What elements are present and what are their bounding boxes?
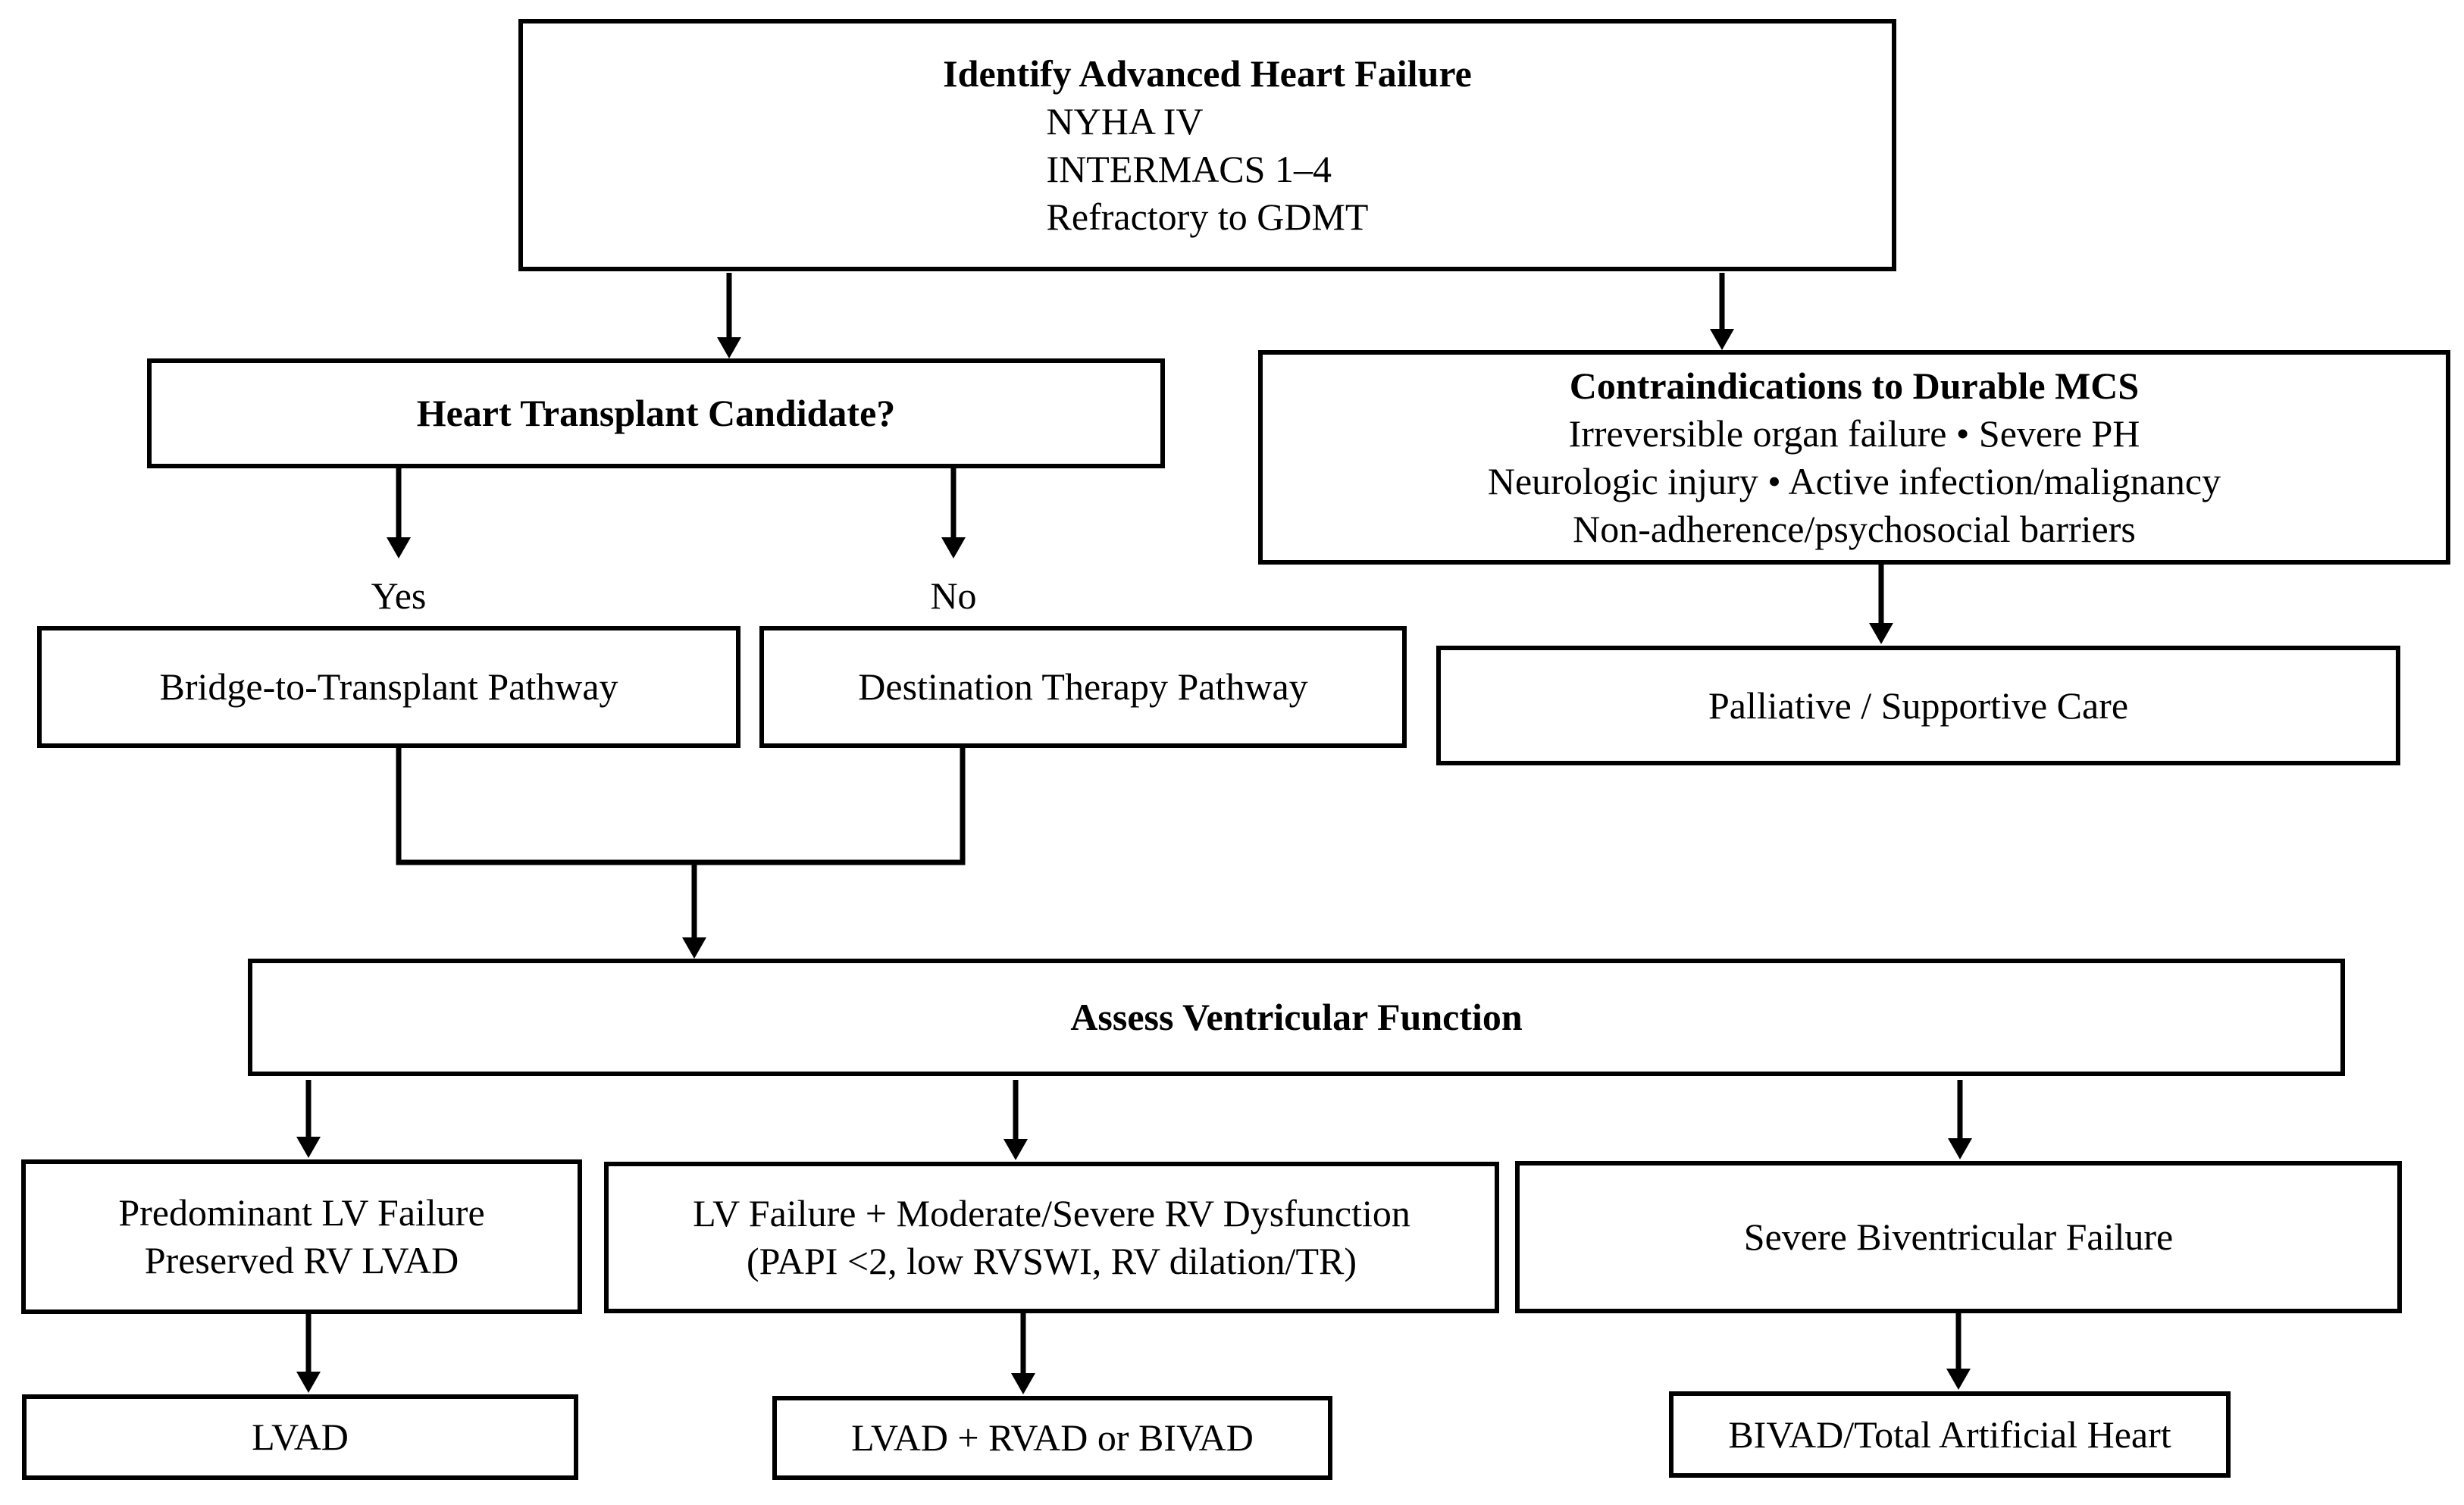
node-title: BIVAD/Total Artificial Heart — [1728, 1413, 2171, 1456]
text-line: Neurologic injury • Active infection/malignancy — [1487, 459, 2221, 502]
node-predominant-lv-failure — [21, 1159, 582, 1314]
node-heart-transplant-candidate — [147, 358, 1165, 468]
node-lvad-rvad-or-bivad — [772, 1396, 1332, 1480]
node-contraindications-durable-mcs — [1258, 350, 2450, 565]
text-line: Refractory to GDMT — [1046, 195, 1369, 238]
node-title: Palliative / Supportive Care — [1708, 684, 2129, 727]
text-line: Predominant LV Failure — [118, 1191, 485, 1234]
text-line: LV Failure + Moderate/Severe RV Dysfunction — [693, 1192, 1410, 1234]
arrow-rv-dysfunction-to-lvad-rvad — [1011, 1313, 1035, 1394]
arrow-identify-to-transplant — [717, 273, 741, 358]
arrow-transplant-to-no — [941, 468, 966, 559]
node-title: Heart Transplant Candidate? — [416, 392, 896, 434]
arrow-transplant-to-yes — [387, 468, 411, 559]
node-severe-biventricular-failure — [1515, 1161, 2402, 1313]
node-title: Destination Therapy Pathway — [858, 665, 1308, 708]
node-bivad-total-artificial-heart — [1669, 1391, 2231, 1478]
node-body — [1047, 98, 1369, 241]
node-identify-advanced-heart-failure — [518, 19, 1896, 271]
arrow-assess-to-biventricular — [1948, 1080, 1972, 1159]
merge-bracket-line — [399, 748, 963, 862]
node-title: LVAD + RVAD or BIVAD — [851, 1416, 1254, 1459]
text-line: Irreversible organ failure • Severe PH — [1568, 411, 2140, 455]
node-title: Contraindications to Durable MCS — [1569, 364, 2140, 407]
arrow-merge-to-assess — [682, 862, 706, 959]
arrow-identify-to-contraindications — [1710, 273, 1734, 350]
text-line: Non-adherence/psychosocial barriers — [1573, 507, 2136, 550]
node-palliative-supportive-care — [1436, 646, 2400, 765]
node-assess-ventricular-function — [248, 959, 2345, 1076]
node-destination-therapy-pathway — [759, 626, 1407, 748]
node-title: Assess Ventricular Function — [1070, 996, 1523, 1038]
node-title: LVAD — [252, 1416, 349, 1458]
node-bridge-to-transplant-pathway — [37, 626, 740, 748]
arrow-biventricular-to-bivad — [1946, 1313, 1971, 1390]
text-line: (PAPI <2, low RVSWI, RV dilation/TR) — [747, 1240, 1357, 1282]
text-line: NYHA IV — [1046, 99, 1204, 142]
node-title: Severe Biventricular Failure — [1743, 1216, 2174, 1258]
text-line: Preserved RV LVAD — [144, 1239, 459, 1281]
node-lv-failure-rv-dysfunction — [604, 1162, 1499, 1313]
edge-label-yes: Yes — [371, 574, 427, 617]
arrow-assess-to-lv-failure — [296, 1080, 321, 1158]
edge-label-no: No — [930, 574, 977, 617]
text-line: INTERMACS 1–4 — [1046, 147, 1332, 190]
arrow-contraindications-to-palliative — [1869, 565, 1893, 644]
node-lvad — [22, 1394, 578, 1480]
node-title: Bridge-to-Transplant Pathway — [159, 665, 618, 708]
node-title: Identify Advanced Heart Failure — [943, 52, 1472, 95]
arrow-lv-failure-to-lvad — [296, 1314, 321, 1393]
arrow-assess-to-rv-dysfunction — [1003, 1080, 1028, 1160]
